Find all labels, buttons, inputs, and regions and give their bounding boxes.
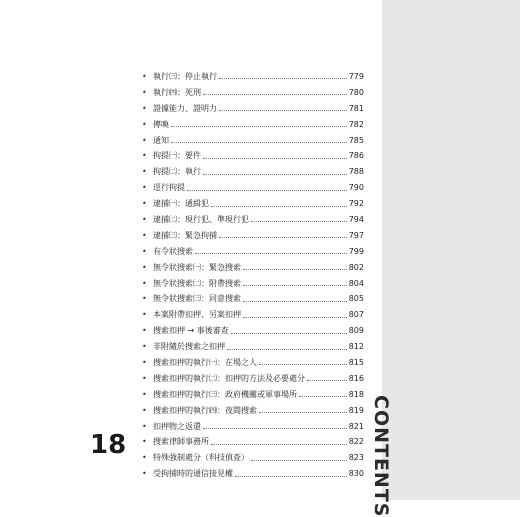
bullet-icon: •	[142, 437, 147, 447]
toc-entry[interactable]	[142, 85, 364, 101]
bullet-icon: •	[142, 119, 147, 129]
dot-leader	[299, 396, 347, 397]
toc-entry-page: 780	[348, 87, 364, 97]
bullet-icon: •	[142, 310, 147, 320]
bullet-icon: •	[142, 246, 147, 256]
toc-entry-page: 823	[348, 453, 364, 463]
toc-entry-page: 785	[348, 135, 364, 145]
bullet-icon: •	[142, 199, 147, 209]
toc-entry-title: 搜索扣押的執行㈠：在場之人	[153, 358, 257, 368]
dot-leader	[203, 428, 347, 429]
bullet-icon: •	[142, 72, 147, 81]
toc-entry-page: 794	[348, 215, 364, 225]
toc-entry[interactable]	[142, 307, 364, 323]
table-of-contents	[142, 69, 364, 482]
toc-entry-title: 受拘捕時的通信接見權	[153, 469, 233, 479]
bullet-icon: •	[142, 421, 147, 431]
toc-entry[interactable]	[142, 387, 364, 403]
toc-entry-title: 搜索扣押的執行㈡：扣押的方法及必要處分	[153, 373, 305, 383]
toc-entry[interactable]	[142, 339, 364, 355]
toc-entry[interactable]	[142, 133, 364, 149]
toc-entry[interactable]	[142, 466, 364, 482]
bullet-icon: •	[142, 278, 147, 288]
toc-entry-title: 證據能力、證明力	[153, 103, 217, 113]
toc-entry[interactable]	[142, 450, 364, 466]
dot-leader	[195, 253, 347, 254]
toc-entry-title: 執行㈣：死刑	[153, 87, 201, 97]
dot-leader	[243, 301, 347, 302]
dot-leader	[259, 364, 347, 365]
toc-entry-page: 807	[348, 310, 364, 320]
toc-entry[interactable]	[142, 323, 364, 339]
toc-entry[interactable]	[142, 291, 364, 307]
toc-entry-title: 通知	[153, 135, 169, 145]
bullet-icon: •	[142, 326, 147, 336]
toc-entry[interactable]	[142, 260, 364, 276]
toc-entry[interactable]	[142, 276, 364, 292]
toc-entry[interactable]	[142, 164, 364, 180]
toc-entry-title: 搜索扣押的執行㈢：政府機關或軍事場所	[153, 389, 297, 399]
dot-leader	[251, 221, 347, 222]
toc-entry[interactable]	[142, 148, 364, 164]
dot-leader	[219, 110, 347, 111]
dot-leader	[243, 317, 347, 318]
toc-entry-page: 805	[348, 294, 364, 304]
toc-entry-title: 拘提㈠：要件	[153, 151, 201, 161]
dot-leader	[243, 285, 347, 286]
bullet-icon: •	[142, 389, 147, 399]
toc-entry-title: 扣押物之返還	[153, 421, 201, 431]
toc-entry-page: 819	[348, 405, 364, 415]
toc-entry[interactable]	[142, 244, 364, 260]
bullet-icon: •	[142, 453, 147, 463]
toc-entry-title: 特殊強制處分（科技偵查）	[153, 453, 249, 463]
toc-entry-title: 拘提㈡：執行	[153, 167, 201, 177]
dot-leader	[227, 349, 347, 350]
toc-entry-page: 782	[348, 119, 364, 129]
toc-entry-title: 逕行拘提	[153, 183, 185, 193]
dot-leader	[187, 190, 347, 191]
toc-entry-page: 792	[348, 199, 364, 209]
toc-entry[interactable]	[142, 403, 364, 419]
toc-entry-page: 786	[348, 151, 364, 161]
toc-entry-title: 搜索扣押的執行㈣：夜間搜索	[153, 405, 257, 415]
toc-entry[interactable]	[142, 117, 364, 133]
toc-entry[interactable]	[142, 196, 364, 212]
toc-entry-title: 無令狀搜索㈢：同意搜索	[153, 294, 241, 304]
contents-side-label: CONTENTS	[370, 395, 392, 517]
contents-side-band	[382, 0, 520, 500]
bullet-icon: •	[142, 135, 147, 145]
toc-entry[interactable]	[142, 355, 364, 371]
toc-entry[interactable]	[142, 434, 364, 450]
bullet-icon: •	[142, 183, 147, 193]
bullet-icon: •	[142, 469, 147, 479]
dot-leader	[203, 94, 347, 95]
bullet-icon: •	[142, 151, 147, 161]
bullet-icon: •	[142, 294, 147, 304]
toc-entry-page: 781	[348, 103, 364, 113]
bullet-icon: •	[142, 87, 147, 97]
toc-entry-page: 802	[348, 262, 364, 272]
toc-entry-title: 逮捕㈡：現行犯、準現行犯	[153, 215, 249, 225]
toc-entry-title: 執行㈢：停止執行	[153, 72, 217, 81]
dot-leader	[251, 460, 347, 461]
bullet-icon: •	[142, 215, 147, 225]
dot-leader	[211, 444, 347, 445]
toc-entry-title: 非附隨於搜索之扣押	[153, 342, 225, 352]
dot-leader	[243, 269, 347, 270]
toc-entry-page: 816	[348, 373, 364, 383]
toc-entry-title: 無令狀搜索㈡：附帶搜索	[153, 278, 241, 288]
bullet-icon: •	[142, 262, 147, 272]
toc-entry-page: 804	[348, 278, 364, 288]
dot-leader	[231, 333, 347, 334]
toc-entry-page: 790	[348, 183, 364, 193]
bullet-icon: •	[142, 103, 147, 113]
toc-entry-page: 830	[348, 469, 364, 479]
toc-entry-page: 788	[348, 167, 364, 177]
toc-entry[interactable]	[142, 371, 364, 387]
toc-entry-page: 812	[348, 342, 364, 352]
toc-entry[interactable]	[142, 419, 364, 435]
dot-leader	[219, 237, 347, 238]
bullet-icon: •	[142, 358, 147, 368]
toc-entry-title: 搜索律師事務所	[153, 437, 209, 447]
toc-entry-page: 822	[348, 437, 364, 447]
toc-entry-page: 799	[348, 246, 364, 256]
dot-leader	[171, 126, 347, 127]
dot-leader	[219, 78, 347, 79]
toc-entry-title: 逮捕㈢：緊急拘捕	[153, 230, 217, 240]
toc-entry[interactable]	[142, 228, 364, 244]
toc-entry[interactable]	[142, 101, 364, 117]
toc-entry[interactable]	[142, 180, 364, 196]
toc-entry-page: 818	[348, 389, 364, 399]
toc-entry-page: 779	[348, 72, 364, 81]
dot-leader	[307, 380, 347, 381]
toc-entry-page: 809	[348, 326, 364, 336]
bullet-icon: •	[142, 373, 147, 383]
toc-entry[interactable]	[142, 212, 364, 228]
page-number: 18	[90, 430, 127, 460]
toc-entry-title: 無令狀搜索㈠：緊急搜索	[153, 262, 241, 272]
toc-entry-page: 821	[348, 421, 364, 431]
dot-leader	[171, 142, 347, 143]
toc-entry-title: 搜索扣押 → 事後審查	[153, 326, 229, 336]
toc-entry-page: 815	[348, 358, 364, 368]
dot-leader	[211, 206, 347, 207]
toc-entry-title: 本案附帶扣押、另案扣押	[153, 310, 241, 320]
dot-leader	[203, 158, 347, 159]
dot-leader	[203, 174, 347, 175]
bullet-icon: •	[142, 230, 147, 240]
toc-entry-page: 797	[348, 230, 364, 240]
toc-entry[interactable]	[142, 69, 364, 85]
toc-entry-title: 有令狀搜索	[153, 246, 193, 256]
bullet-icon: •	[142, 405, 147, 415]
bullet-icon: •	[142, 167, 147, 177]
dot-leader	[259, 412, 347, 413]
toc-entry-title: 逮捕㈠：通緝犯	[153, 199, 209, 209]
dot-leader	[235, 476, 347, 477]
toc-entry-title: 傳喚	[153, 119, 169, 129]
bullet-icon: •	[142, 342, 147, 352]
